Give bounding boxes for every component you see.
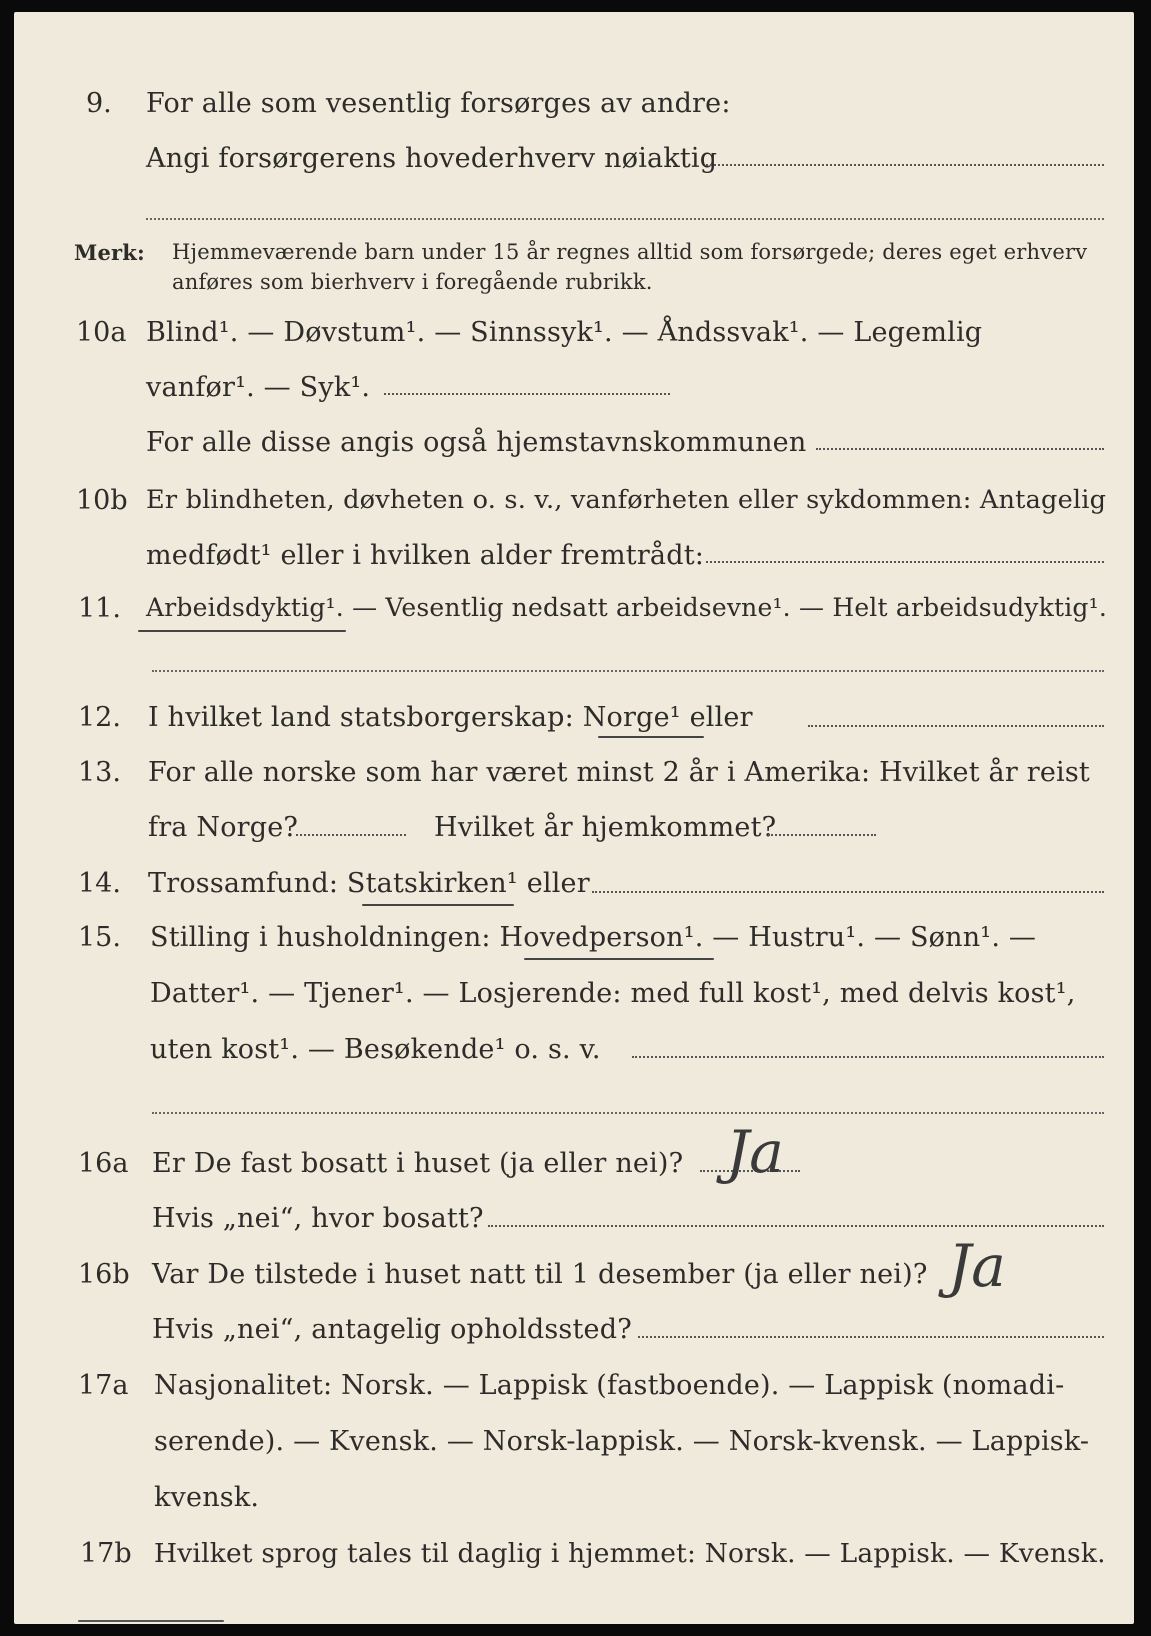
row-10a-hometown-line[interactable] [816,448,1104,450]
row-9-extra-line[interactable] [146,218,1104,220]
row-10a-continued: vanfør¹. — Syk¹. [146,372,371,403]
row-17a-continued-2: kvensk. [154,1482,260,1513]
row-10b-question: Er blindheten, døvheten o. s. v., vanførheten eller sykdommen: Antagelig [146,485,1107,515]
row-9-answer-line[interactable] [706,164,1104,166]
row-16b-handwritten-answer: Ja [948,1232,1006,1300]
row-11-extra-line[interactable] [152,670,1104,672]
row-12-question: I hvilket land statsborgerskap: Norge¹ eller [148,702,753,733]
row-10a-answer-line[interactable] [384,393,670,395]
row-number-10a: 10a [76,317,127,348]
row-number-16b: 16b [78,1259,130,1290]
row-12-handwritten-underline [598,736,704,738]
row-15-continued-1: Datter¹. — Tjener¹. — Losjerende: med full kost¹, med delvis kost¹, [150,978,1076,1009]
row-11-handwritten-underline [138,630,346,632]
row-15-question: Stilling i husholdningen: Hovedperson¹. — Hustru¹. — Sønn¹. — [150,922,1037,953]
row-9-question: For alle som vesentlig forsørges av andre: [146,88,731,119]
row-number-10b: 10b [76,485,128,516]
row-16b-location-line[interactable] [638,1336,1104,1338]
note-line-1: Hjemmeværende barn under 15 år regnes alltid som forsørgede; deres eget erhverv [172,240,1088,264]
row-number-14: 14. [78,868,121,899]
row-16b-subquestion: Hvis „nei“, antagelig opholdssted? [152,1314,632,1345]
row-15-continued-2: uten kost¹. — Besøkende¹ o. s. v. [150,1034,601,1065]
row-16a-question: Er De fast bosatt i huset (ja eller nei)? [152,1148,684,1179]
row-number-9: 9. [86,88,112,119]
row-9-subquestion: Angi forsørgerens hovederhverv nøiaktig [146,143,718,174]
row-number-17b: 17b [80,1538,132,1569]
row-number-11: 11. [78,593,121,624]
row-13-emigrated-line[interactable] [296,834,406,836]
row-10b-continued: medfødt¹ eller i hvilken alder fremtrådt: [146,540,705,571]
row-13-emigrated-label: fra Norge? [148,812,299,843]
row-13-returned-line[interactable] [768,834,876,836]
row-17b-question: Hvilket sprog tales til daglig i hjemmet: Norsk. — Lappisk. — Kvensk. [154,1538,1106,1569]
row-15-extra-line[interactable] [152,1112,1104,1114]
row-number-12: 12. [78,702,121,733]
row-number-15: 15. [78,922,121,953]
row-10a-question: Blind¹. — Døvstum¹. — Sinnssyk¹. — Åndssvak¹. — Legemlig [146,317,983,348]
row-16a-handwritten-answer: Ja [726,1118,784,1186]
row-number-16a: 16a [78,1148,129,1179]
note-line-2: anføres som bierhverv i foregående rubrikk. [172,270,653,294]
row-15-answer-line[interactable] [632,1056,1104,1058]
row-16b-question: Var De tilstede i huset natt til 1 desember (ja eller nei)? [152,1259,928,1290]
row-12-answer-line[interactable] [808,725,1104,727]
row-16a-residence-line[interactable] [488,1225,1104,1227]
row-11-question: Arbeidsdyktig¹. — Vesentlig nedsatt arbeidsevne¹. — Helt arbeidsudyktig¹. [146,593,1107,622]
row-14-answer-line[interactable] [592,891,1104,893]
row-10a-subquestion: For alle disse angis også hjemstavnskommunen [146,427,807,458]
footnote-rule [78,1620,224,1622]
note-label: Merk: [74,240,145,265]
row-13-question: For alle norske som har været minst 2 år i Amerika: Hvilket år reist [148,757,1090,788]
row-14-handwritten-underline [362,904,514,906]
row-15-handwritten-underline [524,958,714,960]
row-16a-subquestion: Hvis „nei“, hvor bosatt? [152,1203,484,1234]
row-13-returned-label: Hvilket år hjemkommet? [434,812,777,843]
row-10b-answer-line[interactable] [706,561,1104,563]
row-number-13: 13. [78,757,121,788]
row-17a-continued-1: serende). — Kvensk. — Norsk-lappisk. — Norsk-kvensk. — Lappisk- [154,1426,1090,1457]
row-14-question: Trossamfund: Statskirken¹ eller [148,868,590,899]
row-17a-question: Nasjonalitet: Norsk. — Lappisk (fastboende). — Lappisk (nomadi- [154,1370,1065,1401]
row-number-17a: 17a [78,1370,129,1401]
